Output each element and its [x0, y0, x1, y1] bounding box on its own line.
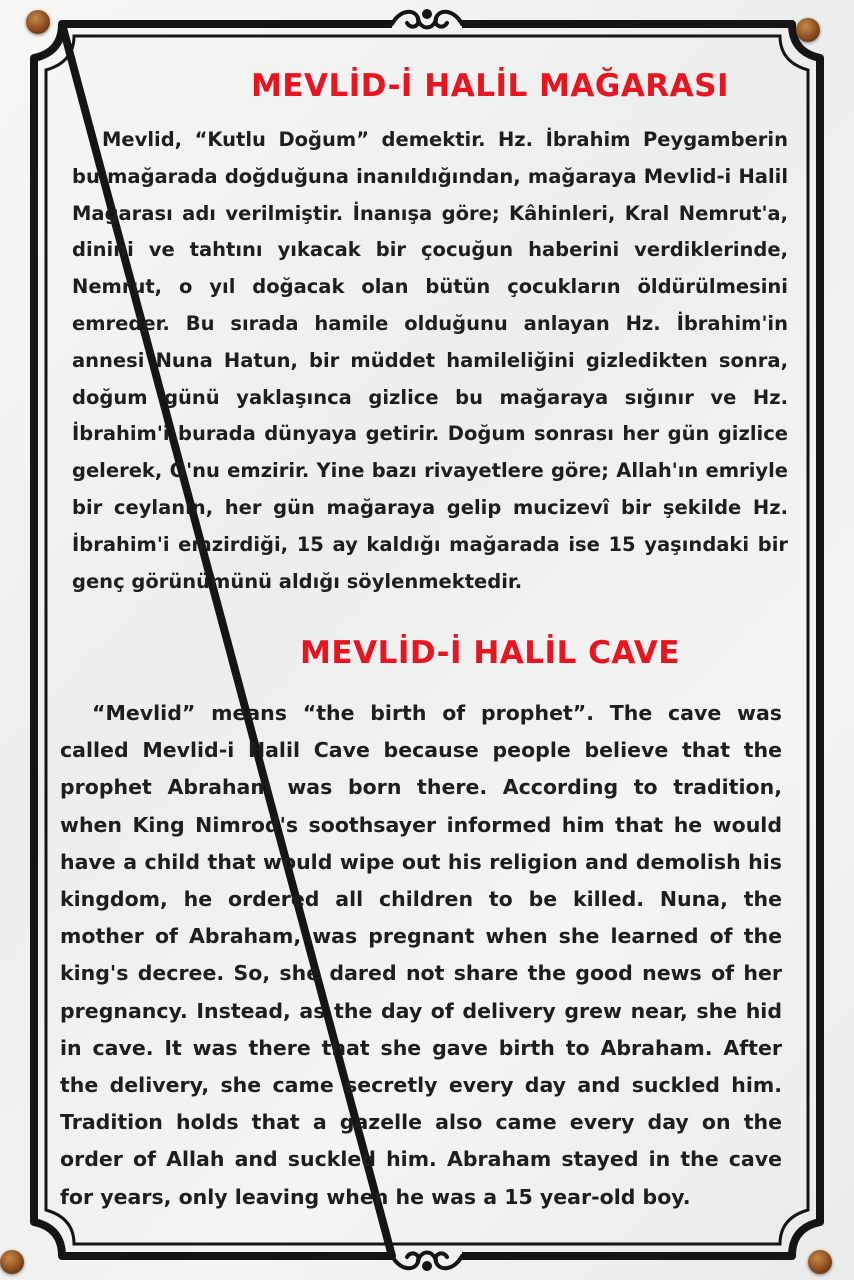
top-ornament [392, 11, 462, 28]
screw-top-left [26, 10, 50, 34]
english-title: MEVLİD-İ HALİL CAVE [300, 635, 680, 671]
screw-top-right [796, 18, 820, 42]
english-paragraph: “Mevlid” means “the birth of prophet”. The cave was called Mevlid-i Halil Cave because people believe that the prophet Abraham was born there. According to tradition, when King Nimrod's soothsayer informed him that he would have a child that would wipe out his religion and demolish his kingdom, he ordered all children to be killed. Nuna, the mother of Abraham, was pregnant when she learned of the king's decree. So, she dared not share the good news of her pregnancy. Instead, as the day of delivery grew near, she hid in cave. It was there that she gave birth to Abraham. After the delivery, she came secretly every day and suckled him. Tradition holds that a gazelle also came every day on the order of Allah and suckled him. Abraham stayed in the cave for years, only leaving when he was a 15 year-old boy. [60, 701, 782, 1209]
sign-panel [60, 60, 800, 1230]
bottom-ornament [392, 1253, 462, 1270]
turkish-paragraph: Mevlid, “Kutlu Doğum” demektir. Hz. İbrahim Peygamberin bu mağarada doğduğuna inanıldığından, mağaraya Mevlid-i Halil Mağarası adı verilmiştir. İnanışa göre; Kâhinleri, Kral Nemrut'a, dinini ve tahtını yıkacak bir çocuğun haberini verdiklerinde, Nemrut, o yıl doğacak olan bütün çocukların öldürülmesini emreder. Bu sırada hamile olduğunu anlayan Hz. İbrahim'in annesi Nuna Hatun, bir müddet hamileliğini gizledikten sonra, doğum günü yaklaşınca gizlice bu mağaraya sığınır ve Hz. İbrahim'i burada dünyaya getirir. Doğum sonrası her gün gizlice gelerek, O'nu emzirir. Yine bazı rivayetlere göre; Allah'ın emriyle bir ceylanın, her gün mağaraya gelip mucizevî bir şekilde Hz. İbrahim'i emzirdiği, 15 ay kaldığı mağarada ise 15 yaşındaki bir genç görünümünü aldığı söylenmektedir. [72, 128, 788, 593]
turkish-title: MEVLİD-İ HALİL MAĞARASI [250, 68, 730, 104]
screw-bottom-right [808, 1250, 832, 1274]
screw-bottom-left [0, 1250, 24, 1274]
